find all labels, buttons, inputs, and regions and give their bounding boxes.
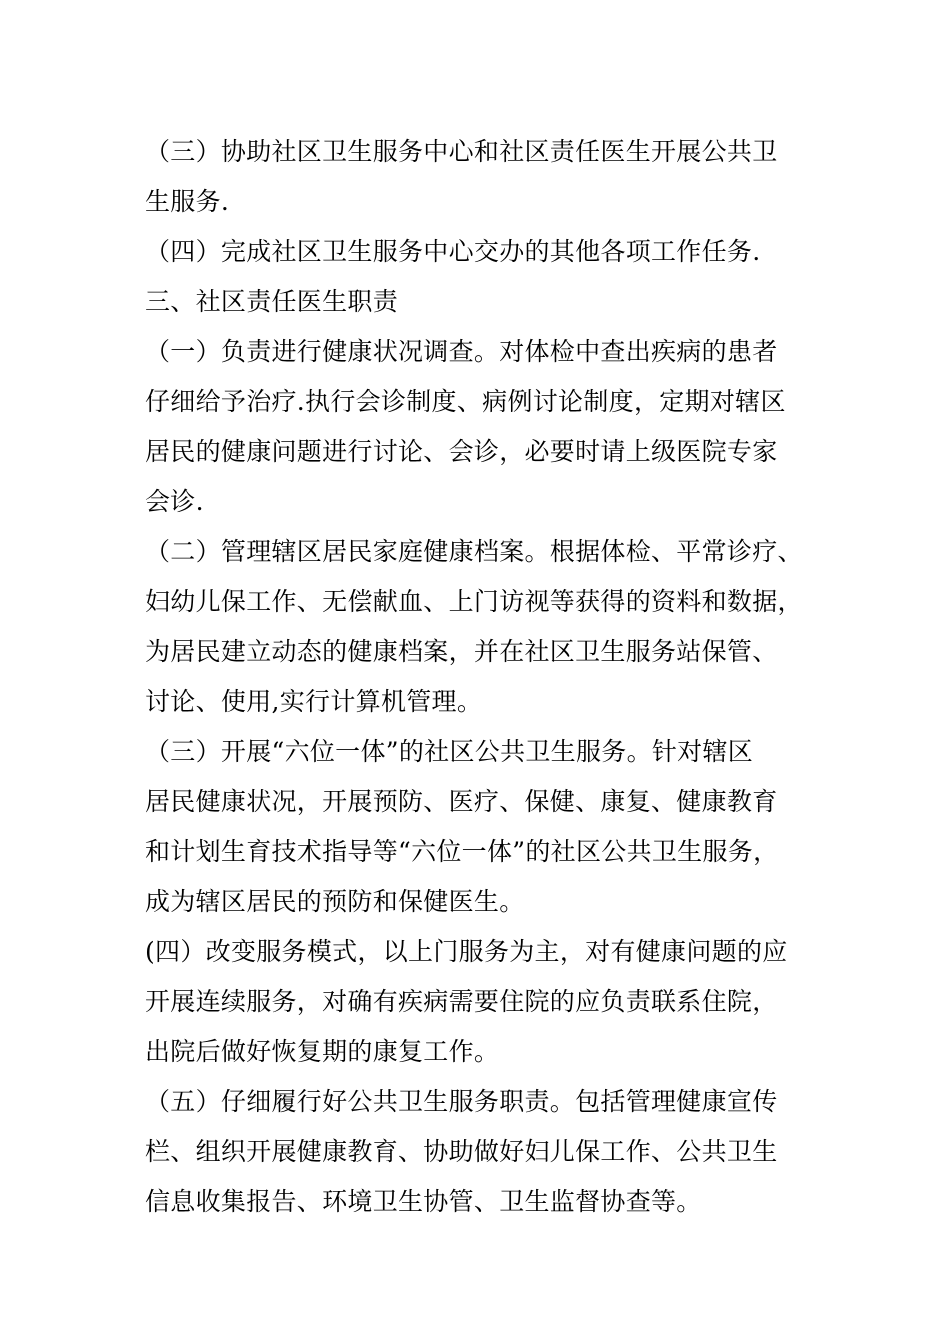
text-line: 讨论、使用,实行计算机管理。	[145, 687, 483, 716]
text-line: 和计划生育技术指导等“六位一体”的社区公共卫生服务，	[145, 837, 779, 866]
text-line: 成为辖区居民的预防和保健医生。	[145, 887, 525, 916]
text-line: 妇幼儿保工作、无偿献血、上门访视等获得的资料和数据，	[145, 587, 803, 616]
text-line: （五）仔细履行好公共卫生服务职责。包括管理健康宣传	[145, 1087, 778, 1116]
text-line: （三）开展“六位一体”的社区公共卫生服务。针对辖区	[145, 737, 754, 766]
section-heading: 三、社区责任医生职责	[145, 287, 399, 316]
text-line: 仔细给予治疗.执行会诊制度、病例讨论制度，定期对辖区	[145, 387, 786, 416]
text-line: 开展连续服务，对确有疾病需要住院的应负责联系住院，	[145, 987, 778, 1016]
text-line: 会诊.	[145, 487, 204, 516]
text-line: （一）负责进行健康状况调查。对体检中查出疾病的患者	[145, 337, 778, 366]
text-line: (四）改变服务模式，以上门服务为主，对有健康问题的应	[145, 937, 788, 966]
text-line: （三）协助社区卫生服务中心和社区责任医生开展公共卫	[145, 137, 778, 166]
text-line: 生服务.	[145, 187, 230, 216]
document-body	[145, 127, 825, 1227]
text-line: 信息收集报告、环境卫生协管、卫生监督协查等。	[145, 1187, 702, 1216]
text-line: 出院后做好恢复期的康复工作。	[145, 1037, 500, 1066]
text-line: （二）管理辖区居民家庭健康档案。根据体检、平常诊疗、	[145, 537, 803, 566]
text-line: （四）完成社区卫生服务中心交办的其他各项工作任务.	[145, 237, 761, 266]
text-line: 居民的健康问题进行讨论、会诊，必要时请上级医院专家	[145, 437, 778, 466]
text-line: 为居民建立动态的健康档案，并在社区卫生服务站保管、	[145, 637, 778, 666]
text-line: 居民健康状况，开展预防、医疗、保健、康复、健康教育	[145, 787, 778, 816]
text-line: 栏、组织开展健康教育、协助做好妇儿保工作、公共卫生	[145, 1137, 778, 1166]
